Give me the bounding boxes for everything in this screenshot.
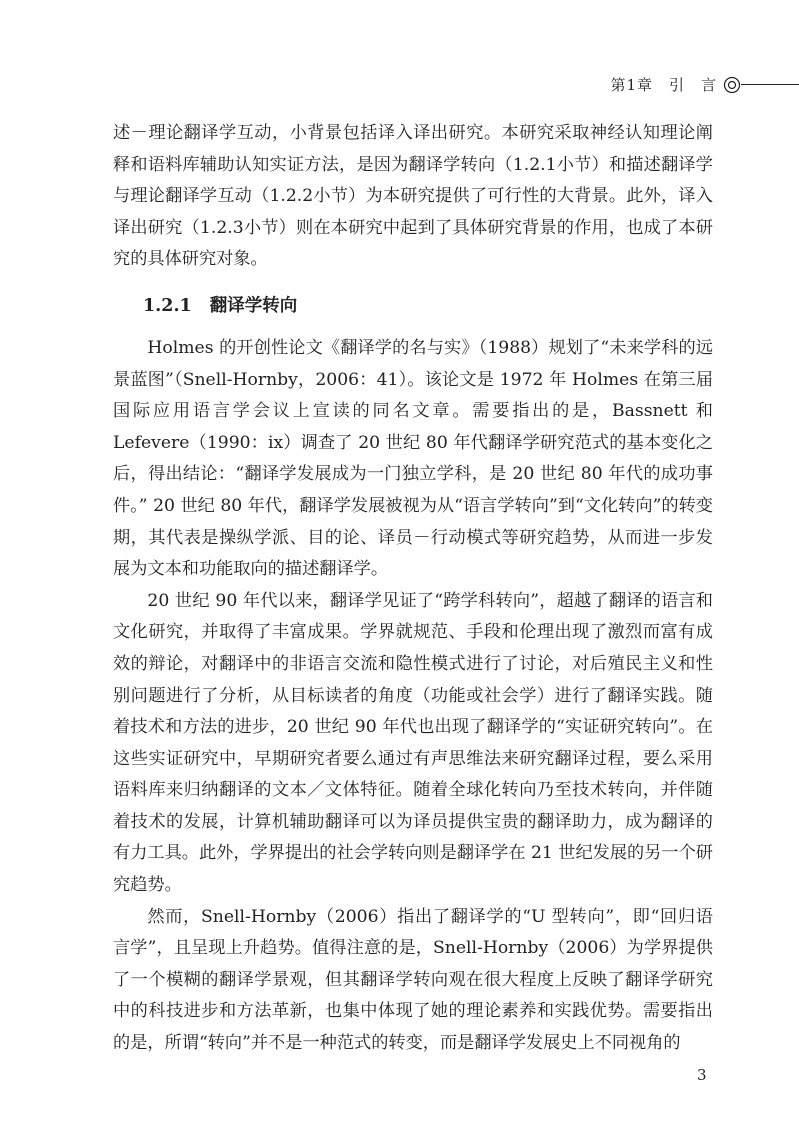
page-number: 3 <box>697 1066 707 1084</box>
paragraph-intro-continued: 述－理论翻译学互动，小背景包括译入译出研究。本研究采取神经认知理论阐释和语料库辅助认知实证方法，是因为翻译学转向（1.2.1小节）和描述翻译学与理论翻译学互动（1.2.2小节）为本研究提供了可行性的大背景。此外，译入译出研究（1.2.3小节）则在本研究中起到了具体研究背景的作用，也成了本研究的具体研究对象。 <box>113 123 713 270</box>
paragraph-u-turn: 然而，Snell-Hornby（2006）指出了翻译学的“U 型转向”，即“回归语言学”，且呈现上升趋势。值得注意的是，Snell-Hornby（2006）为学界提供了一个模糊的翻译学景观，但其翻译学转向观在很大程度上反映了翻译学研究中的科技进步和方法革新，也集中体现了她的理论素养和实践优势。需要指出的是，所谓“转向”并不是一种范式的转变，而是翻译学发展史上不同视角的 <box>113 906 713 1054</box>
section-title: 翻译学转向 <box>209 295 298 316</box>
section-heading <box>113 293 713 319</box>
page-body <box>113 118 713 1060</box>
paragraph-1990s: 20 世纪 90 年代以来，翻译学见证了“跨学科转向”，超越了翻译的语言和文化研究，并取得了丰富成果。学界就规范、手段和伦理出现了激烈而富有成效的辩论，对翻译中的非语言交流和隐性模式进行了讨论，对后殖民主义和性别问题进行了分析，从目标读者的角度（功能或社会学）进行了翻译实践。随着技术和方法的进步，20 世纪 90 年代也出现了翻译学的“实证研究转向”。在这些实证研究中，早期研究者要么通过有声思维法来研究翻译过程，要么采用语料库来归纳翻译的文本／文体特征。随着全球化转向乃至技术转向，并伴随着技术的发展，计算机辅助翻译可以为译员提供宝贵的翻译助力，成为翻译的有力工具。此外，学界提出的社会学转向则是翻译学在 21 世纪发展的另一个研究趋势。 <box>113 590 713 896</box>
header-rule <box>741 84 799 85</box>
running-header <box>0 72 799 102</box>
section-number: 1.2.1 <box>143 295 192 316</box>
paragraph-holmes: Holmes 的开创性论文《翻译学的名与实》（1988）规划了“未来学科的远景蓝图”（Snell-Hornby，2006：41）。该论文是 1972 年 Holmes 在第三届国际应用语言学会议上宣读的同名文章。需要指出的是，Bassnett 和 Lefevere（1990：ix）调查了 20 世纪 80 年代翻译学研究范式的基本变化之后，得出结论：“翻译学发展成为一门独立学科，是 20 世纪 80 年代的成功事件。” 20 世纪 80 年代，翻译学发展被视为从“语言学转向”到“文化转向”的转变期，其代表是操纵学派、目的论、译员－行动模式等研究趋势，从而进一步发展为文本和功能取向的描述翻译学。 <box>113 337 713 580</box>
double-circle-ornament-icon <box>723 76 741 94</box>
chapter-title: 第1章 引 言 <box>610 76 717 94</box>
